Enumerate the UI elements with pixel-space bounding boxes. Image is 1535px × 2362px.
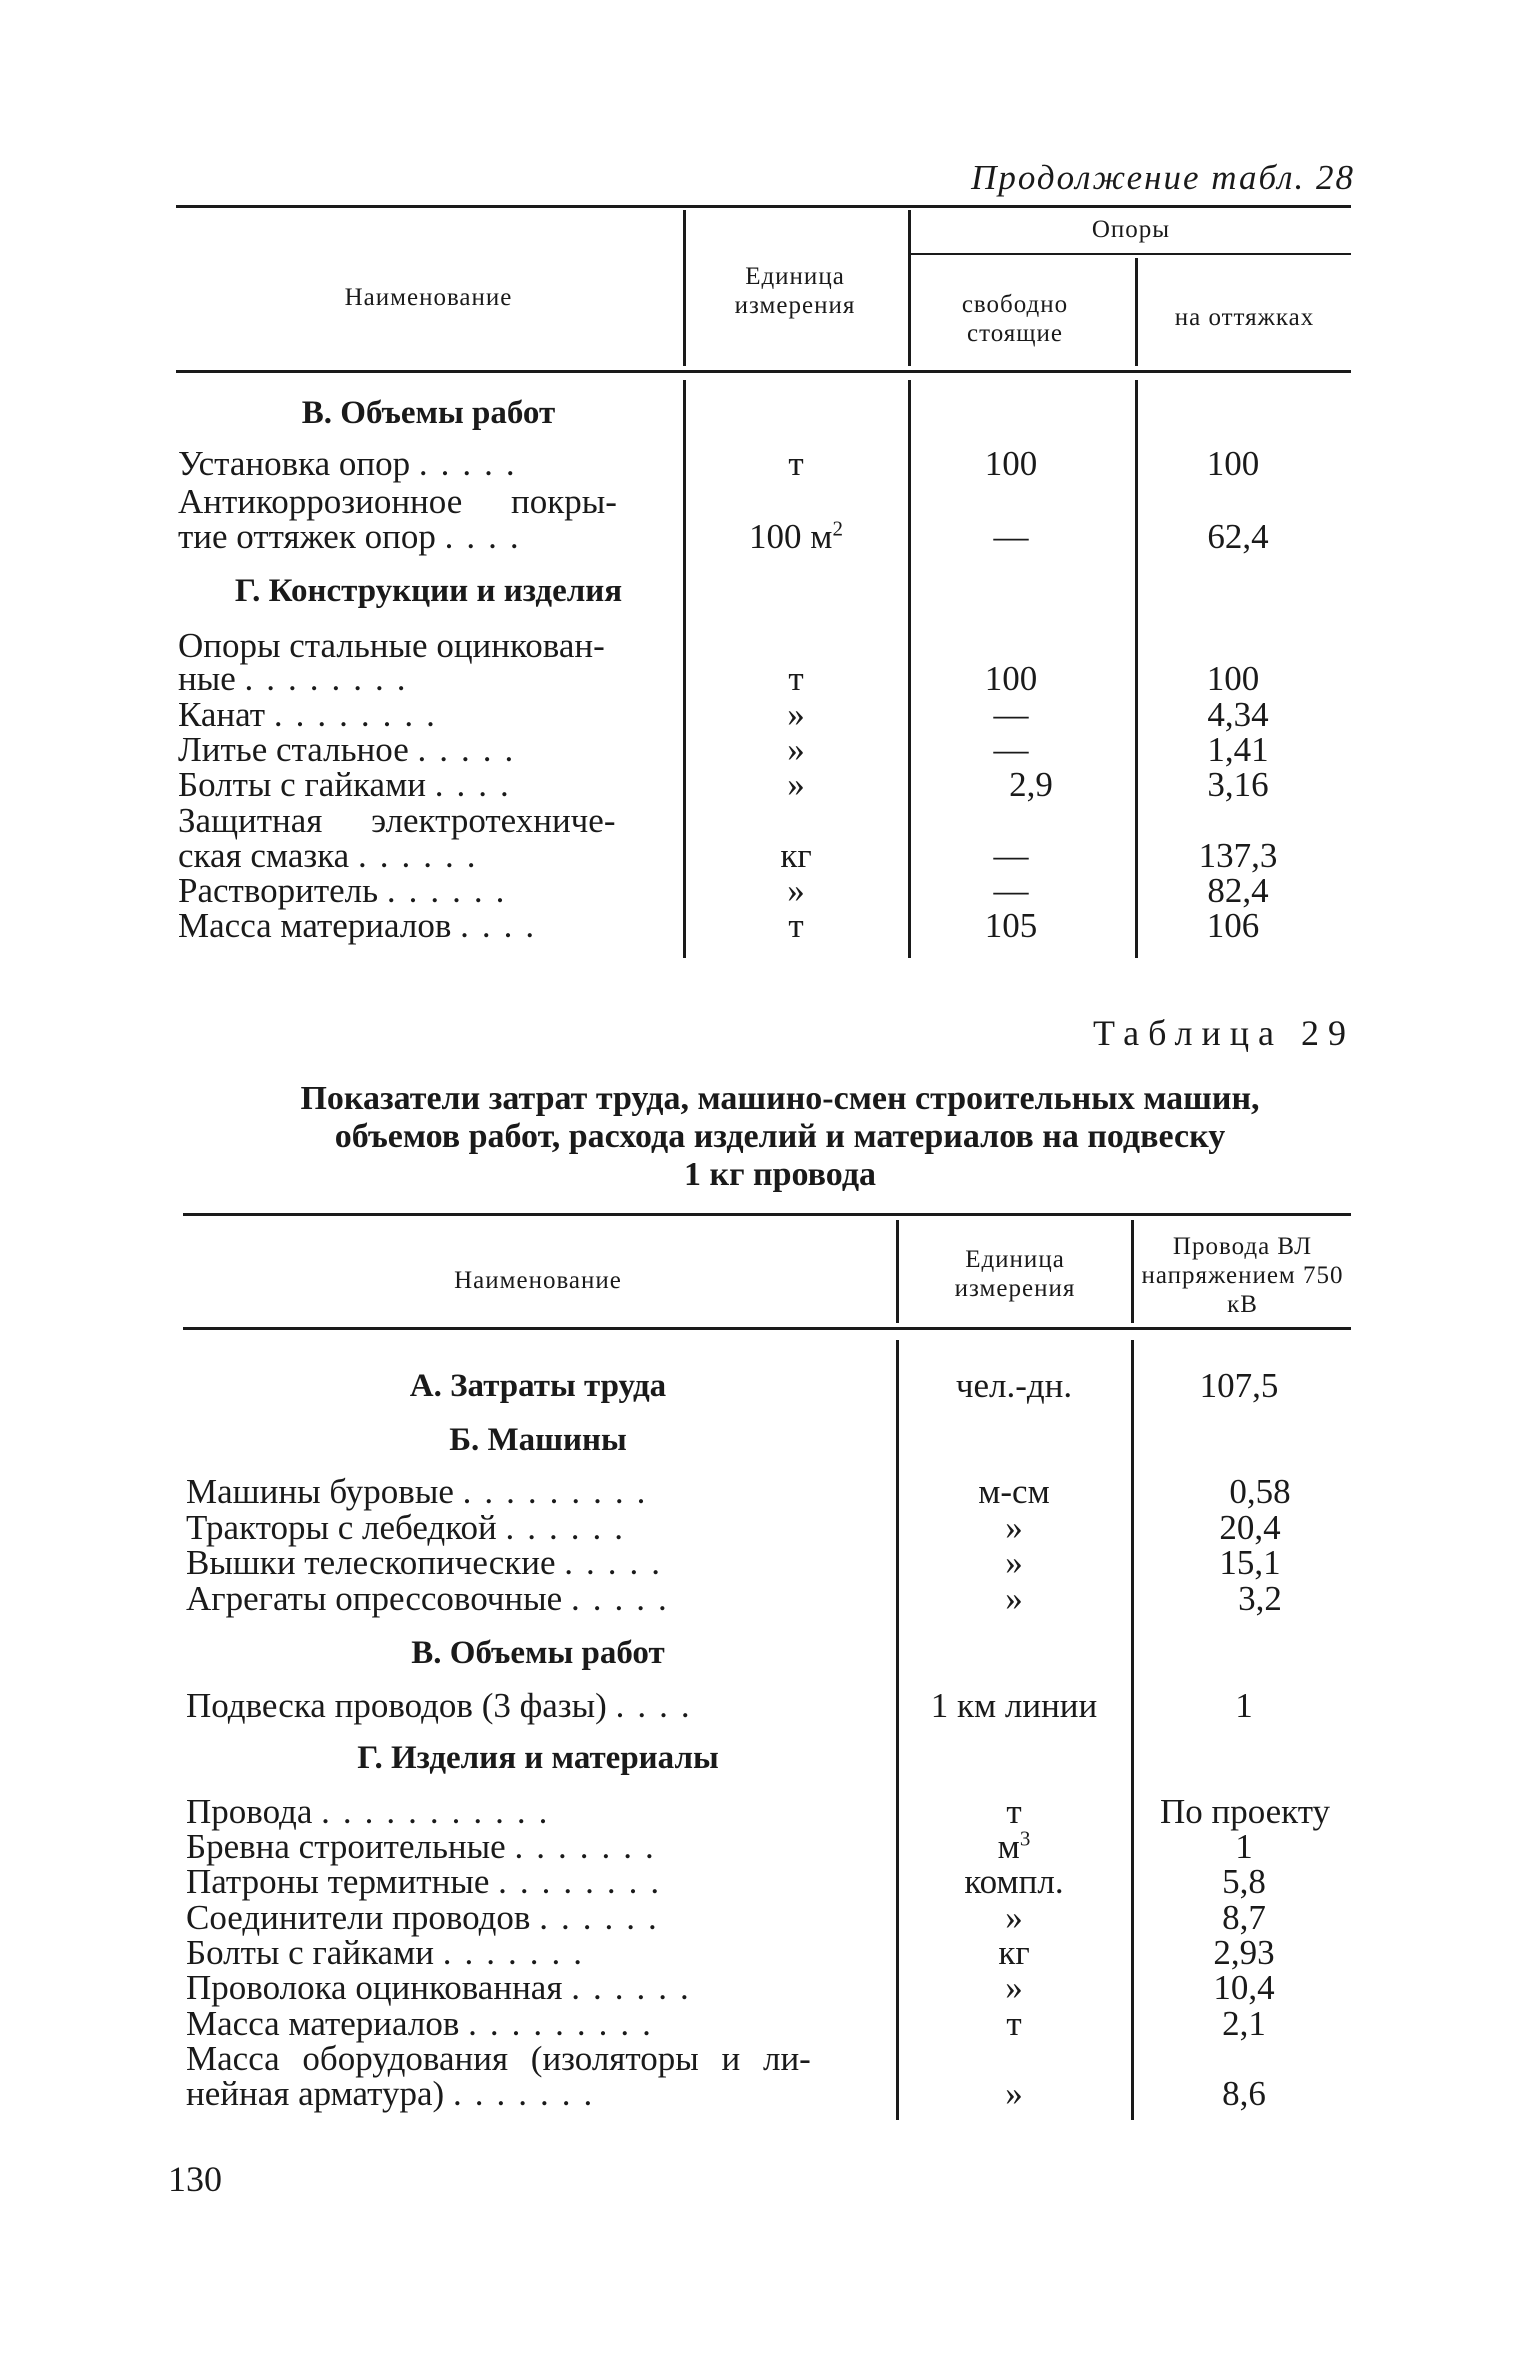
t29-row-unit: » xyxy=(1005,1579,1023,1618)
t28-row-name: Канат ........ xyxy=(178,695,448,734)
t29-row-value: 15,1 xyxy=(1219,1543,1281,1582)
t29-row-name: Провода ........... xyxy=(186,1792,561,1831)
t28-row-name-line1: Антикоррозионное покры- xyxy=(178,482,617,521)
t29-labor-value: 107,5 xyxy=(1199,1366,1279,1405)
t29-row-unit: » xyxy=(1005,1543,1023,1582)
t28-row-free: 105 xyxy=(984,906,1038,945)
t28-row-guyed: 82,4 xyxy=(1207,871,1269,910)
t29-row-value: 20,4 xyxy=(1219,1508,1281,1547)
t28-row-guyed: 100 xyxy=(1206,444,1260,483)
t29-row-name: Бревна строительные ....... xyxy=(186,1827,667,1866)
t28-row-name: Масса материалов .... xyxy=(178,906,548,945)
t28-row-unit: » xyxy=(787,730,805,769)
t28-header-guyed: на оттяжках xyxy=(1174,304,1315,331)
t29-row-value: 3,2 xyxy=(1238,1579,1282,1618)
t29-divider-2 xyxy=(1131,1220,1134,1323)
t29-section-a: А. Затраты труда xyxy=(409,1368,667,1404)
t29-row-value: 10,4 xyxy=(1213,1968,1275,2007)
t28-row-guyed: 4,34 xyxy=(1207,695,1269,734)
t28-row-name: Болты с гайками .... xyxy=(178,765,522,804)
t28-section-g: Г. Конструкции и изделия xyxy=(234,573,623,609)
t29-row-unit: компл. xyxy=(964,1862,1064,1901)
t29-header-name: Наименование xyxy=(454,1267,622,1294)
t29-row-value: 8,6 xyxy=(1222,2074,1266,2113)
t28-row-guyed: 100 xyxy=(1206,659,1260,698)
t28-top-rule xyxy=(176,205,1351,208)
t29-row-name: Машины буровые ......... xyxy=(186,1472,659,1511)
t29-row-unit: т xyxy=(1006,2004,1022,2043)
t29-row-name: Болты с гайками ....... xyxy=(186,1933,595,1972)
table-label: Таблица 29 xyxy=(1093,1013,1355,1053)
t29-section-g: Г. Изделия и материалы xyxy=(357,1740,719,1776)
t29-top-rule xyxy=(183,1213,1351,1216)
t28-row-unit: т xyxy=(788,906,804,945)
table-title-line: 1 кг провода xyxy=(683,1156,877,1193)
t29-divider-1 xyxy=(896,1220,899,1323)
t28-row-name: ные ........ xyxy=(178,659,419,698)
t28-header-supports: Опоры xyxy=(1091,216,1171,243)
t28-row-guyed: 62,4 xyxy=(1207,517,1269,556)
t29-row-name: Соединители проводов ...... xyxy=(186,1898,670,1937)
t28-row-free: — xyxy=(993,695,1029,734)
t29-row-unit: » xyxy=(1005,2074,1023,2113)
t29-row-unit: » xyxy=(1005,1968,1023,2007)
t28-row-unit: » xyxy=(787,695,805,734)
t28-row-unit: т xyxy=(788,444,804,483)
table-title-line: Показатели затрат труда, машино-смен строительных машин, xyxy=(300,1080,1260,1117)
t29-row-unit: » xyxy=(1005,1898,1023,1937)
t28-row-guyed: 3,16 xyxy=(1207,765,1269,804)
t28-header-name: Наименование xyxy=(344,284,513,311)
t29-row-unit: $м^3$ xyxy=(997,1826,1031,1866)
t29-header-value: Провода ВЛ напряжением 750 кВ xyxy=(1141,1233,1344,1318)
t29-row-value: 2,93 xyxy=(1213,1933,1275,1972)
t29-header-bottom-rule xyxy=(183,1327,1351,1330)
t28-row-name: Растворитель ...... xyxy=(178,871,518,910)
table-title-line: объемов работ, расхода изделий и материалов на подвеску xyxy=(334,1118,1226,1155)
t29-row-value: 5,8 xyxy=(1222,1862,1266,1901)
t28-header-free: свободно стоящие xyxy=(961,291,1069,347)
t28-row-name-line1: Опоры стальные оцинкован- xyxy=(178,626,605,665)
t29-row-name: Тракторы с лебедкой ...... xyxy=(186,1508,636,1547)
t28-row-guyed: 1,41 xyxy=(1207,730,1269,769)
t28-row-name: Установка опор ..... xyxy=(178,444,528,483)
t28-row-guyed: 106 xyxy=(1206,906,1260,945)
t29-row-unit: » xyxy=(1005,1508,1023,1547)
t29-row-unit: т xyxy=(1006,1792,1022,1831)
t29-row-name: Подвеска проводов (3 фазы) .... xyxy=(186,1686,703,1725)
t28-row-unit: » xyxy=(787,765,805,804)
t29-row-name: Масса материалов ......... xyxy=(186,2004,664,2043)
t29-row-value: 2,1 xyxy=(1222,2004,1266,2043)
t29-row-unit: м-см xyxy=(978,1472,1050,1511)
continuation-label: Продолжение табл. 28 xyxy=(971,158,1355,197)
t29-row-unit: кг xyxy=(998,1933,1030,1972)
t28-row-name: Литье стальное ..... xyxy=(178,730,527,769)
t28-row-unit: » xyxy=(787,871,805,910)
t28-row-unit: т xyxy=(788,659,804,698)
t29-labor-unit: чел.-дн. xyxy=(955,1366,1073,1405)
t29-section-b: Б. Машины xyxy=(449,1422,627,1458)
t29-row-value: 1 xyxy=(1235,1686,1253,1725)
t29-row-name: нейная арматура) ....... xyxy=(186,2074,606,2113)
t28-row-free: — xyxy=(993,517,1029,556)
t29-row-value: По проекту xyxy=(1159,1792,1331,1831)
t28-row-name-line1: Защитная электротехниче- xyxy=(178,801,616,840)
t29-row-name: Вышки телескопические ..... xyxy=(186,1543,674,1582)
t29-row-name-line1: Масса оборудования (изоляторы и ли- xyxy=(186,2039,811,2078)
page-number: 130 xyxy=(168,2159,222,2199)
t28-row-free: 100 xyxy=(984,444,1038,483)
t28-row-free: 100 xyxy=(984,659,1038,698)
t28-row-name: ская смазка ...... xyxy=(178,836,489,875)
t28-section-v: В. Объемы работ xyxy=(301,395,556,431)
t28-header-unit: Единица измерения xyxy=(734,263,856,319)
table-title xyxy=(200,1080,1360,1194)
t29-row-name: Агрегаты опрессовочные ..... xyxy=(186,1579,680,1618)
t28-header-bottom-rule xyxy=(176,370,1351,373)
t29-row-value: 1 xyxy=(1235,1827,1253,1866)
t28-supports-rule xyxy=(911,253,1351,255)
t28-row-free: — xyxy=(993,730,1029,769)
t29-section-v: В. Объемы работ xyxy=(411,1635,665,1671)
t29-row-unit: 1 км линии xyxy=(930,1686,1098,1725)
t29-row-name: Патроны термитные ........ xyxy=(186,1862,673,1901)
t28-row-guyed: 137,3 xyxy=(1198,836,1278,875)
t28-row-free: 2,9 xyxy=(1009,765,1053,804)
t28-row-free: — xyxy=(993,871,1029,910)
t28-row-name: тие оттяжек опор .... xyxy=(178,517,532,556)
t29-row-value: 8,7 xyxy=(1222,1898,1266,1937)
t28-row-unit: кг xyxy=(780,836,812,875)
t28-row-free: — xyxy=(993,836,1029,875)
t28-divider-1 xyxy=(683,210,686,366)
t28-row-unit: 100 $м^2$ xyxy=(749,516,843,556)
t29-row-name: Проволока оцинкованная ...... xyxy=(186,1968,702,2007)
t29-row-value: 0,58 xyxy=(1229,1472,1291,1511)
t29-header-unit: Единица измерения xyxy=(954,1246,1076,1302)
